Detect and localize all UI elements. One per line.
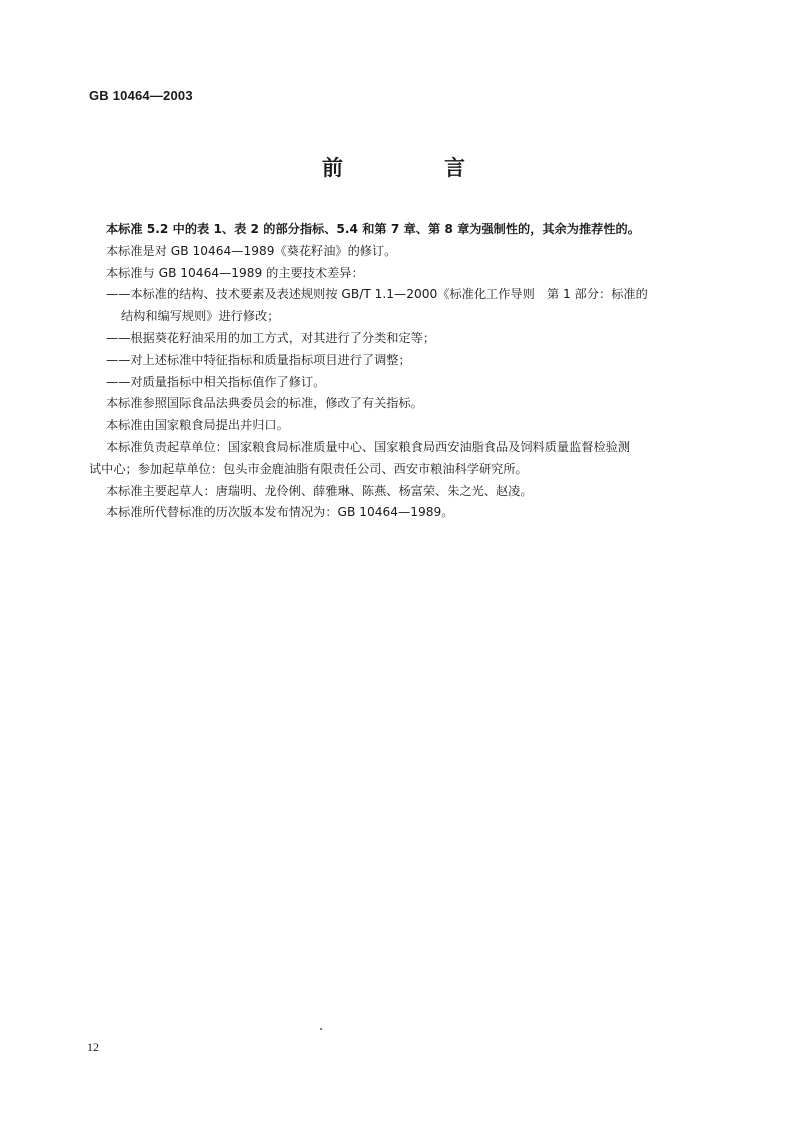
scan-speck bbox=[320, 1028, 322, 1030]
paragraph-drafting-units-cont: 试中心；参加起草单位：包头市金鹿油脂有限责任公司、西安市粮油科学研究所。 bbox=[89, 461, 528, 476]
paragraph-drafting-units: 本标准负责起草单位：国家粮食局标准质量中心、国家粮食局西安油脂食品及饲料质量监督检验测 bbox=[106, 439, 631, 454]
list-item-classification: ——根据葵花籽油采用的加工方式，对其进行了分类和定等； bbox=[106, 330, 436, 345]
paragraph-drafters: 本标准主要起草人：唐瑞明、龙伶俐、薛雅琳、陈燕、杨富荣、朱之光、赵凌。 bbox=[106, 483, 533, 498]
list-item-indicator-adjustment: ——对上述标准中特征指标和质量指标项目进行了调整； bbox=[106, 352, 411, 367]
paragraph-mandatory-clauses: 本标准 5.2 中的表 1、表 2 的部分指标、5.4 和第 7 章、第 8 章为强制性的，其余为推荐性的。 bbox=[106, 222, 640, 236]
standard-code-header: GB 10464—2003 bbox=[89, 88, 193, 103]
paragraph-previous-editions: 本标准所代替标准的历次版本发布情况为：GB 10464—1989。 bbox=[106, 505, 454, 520]
foreword-body bbox=[89, 219, 725, 524]
paragraph-main-differences: 本标准与 GB 10464—1989 的主要技术差异： bbox=[106, 265, 364, 280]
paragraph-codex-reference: 本标准参照国际食品法典委员会的标准，修改了有关指标。 bbox=[106, 396, 423, 411]
list-item-structure-rules-cont: 结构和编写规则》进行修改； bbox=[121, 309, 280, 324]
page-title: 前 言 bbox=[322, 156, 505, 180]
page-number: 12 bbox=[87, 1040, 99, 1054]
list-item-value-revision: ——对质量指标中相关指标值作了修订。 bbox=[106, 374, 326, 389]
paragraph-proposed-by: 本标准由国家粮食局提出并归口。 bbox=[106, 418, 289, 433]
paragraph-revision-of: 本标准是对 GB 10464—1989《葵花籽油》的修订。 bbox=[106, 243, 397, 258]
list-item-structure-rules: ——本标准的结构、技术要素及表述规则按 GB/T 1.1—2000《标准化工作导则 第 1 部分：标准的 bbox=[106, 287, 648, 302]
